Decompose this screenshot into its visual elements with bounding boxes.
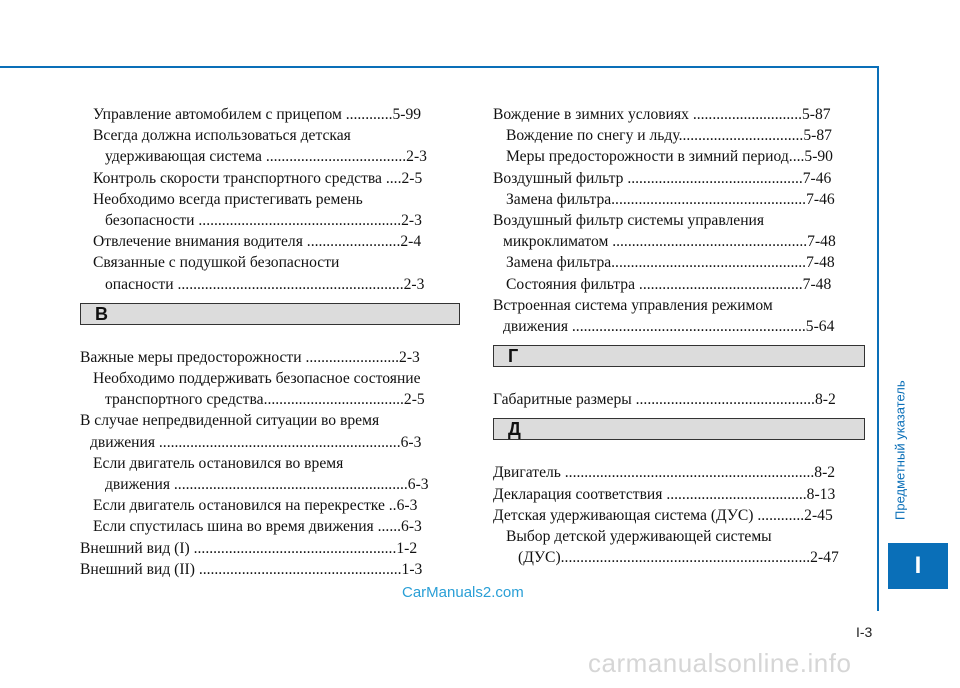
watermark-carmanualsonline: carmanualsonline.info — [588, 648, 852, 678]
index-entry: Воздушный фильтр системы управления — [493, 212, 765, 230]
index-entry[interactable]: микроклиматом ..................................................7-48 — [503, 233, 836, 251]
index-entry[interactable]: Габаритные размеры ..............................................8-2 — [493, 391, 836, 409]
index-entry: Всегда должна использоваться детская — [93, 127, 351, 145]
index-entry[interactable]: Декларация соответствия ....................................8-13 — [493, 485, 836, 503]
index-entry[interactable]: Меры предосторожности в зимний период....5-90 — [506, 148, 833, 166]
index-entry[interactable]: Если спустилась шина во время движения ......6-3 — [93, 518, 422, 536]
page-number: I-3 — [856, 624, 873, 640]
section-header-g: Г — [493, 345, 865, 367]
index-entry[interactable]: Внешний вид (II) ....................................................1-3 — [80, 560, 423, 578]
index-entry[interactable]: опасности ..........................................................2-3 — [105, 275, 425, 293]
index-entry[interactable]: Детская удерживающая система (ДУС) ............2-45 — [493, 506, 833, 524]
section-header-d: Д — [493, 418, 865, 440]
index-entry[interactable]: движения ..............................................................6-3 — [90, 433, 422, 451]
index-column-left — [80, 104, 460, 580]
index-entry[interactable]: Важные меры предосторожности ........................2-3 — [80, 348, 420, 366]
index-entry[interactable]: удерживающая система ....................................2-3 — [105, 148, 427, 166]
index-entry[interactable]: транспортного средства....................................2-5 — [105, 391, 425, 409]
index-entry[interactable]: безопасности ....................................................2-3 — [105, 212, 422, 230]
section-header-v: В — [80, 303, 460, 325]
index-entry[interactable]: Управление автомобилем с прицепом ............5-99 — [93, 106, 422, 123]
top-divider — [0, 66, 878, 68]
index-entry: Необходимо всегда пристегивать ремень — [93, 190, 363, 208]
index-entry: Необходимо поддерживать безопасное состояние — [93, 370, 421, 388]
index-entry: Выбор детской удерживающей системы — [506, 528, 772, 546]
index-entry[interactable]: Если двигатель остановился на перекрестке ..6-3 — [93, 497, 418, 515]
index-entry: Если двигатель остановился во время — [93, 454, 344, 472]
index-entry[interactable]: Отвлечение внимания водителя ........................2-4 — [93, 233, 422, 251]
index-entry[interactable]: Воздушный фильтр .............................................7-46 — [493, 169, 832, 187]
index-entry[interactable]: (ДУС)................................................................2-47 — [518, 549, 839, 567]
index-entry[interactable]: Двигатель ................................................................8-2 — [493, 464, 836, 482]
index-entry: Встроенная система управления режимом — [493, 296, 773, 314]
index-entry[interactable]: Замена фильтра..................................................7-46 — [506, 190, 835, 208]
side-section-label: Предметный указатель — [892, 380, 908, 520]
index-entry: В случае непредвиденной ситуации во время — [80, 412, 380, 430]
index-entry[interactable]: движения ............................................................5-64 — [503, 318, 835, 336]
index-column-right — [493, 104, 865, 568]
watermark-carmanuals2: CarManuals2.com — [402, 584, 524, 601]
side-divider — [877, 66, 879, 611]
index-entry: Связанные с подушкой безопасности — [93, 254, 340, 272]
index-entry[interactable]: Замена фильтра..................................................7-48 — [506, 254, 835, 272]
index-entry[interactable]: Контроль скорости транспортного средства ....2-5 — [93, 169, 423, 187]
index-entry[interactable]: движения ............................................................6-3 — [105, 476, 429, 494]
index-entry[interactable]: Внешний вид (I) ....................................................1-2 — [80, 539, 418, 557]
index-entry[interactable]: Вождение в зимних условиях ............................5-87 — [493, 106, 831, 123]
index-entry[interactable]: Состояния фильтра ..........................................7-48 — [506, 275, 832, 293]
chapter-tab[interactable]: I — [888, 543, 948, 589]
index-entry[interactable]: Вождение по снегу и льду................................5-87 — [506, 127, 832, 145]
